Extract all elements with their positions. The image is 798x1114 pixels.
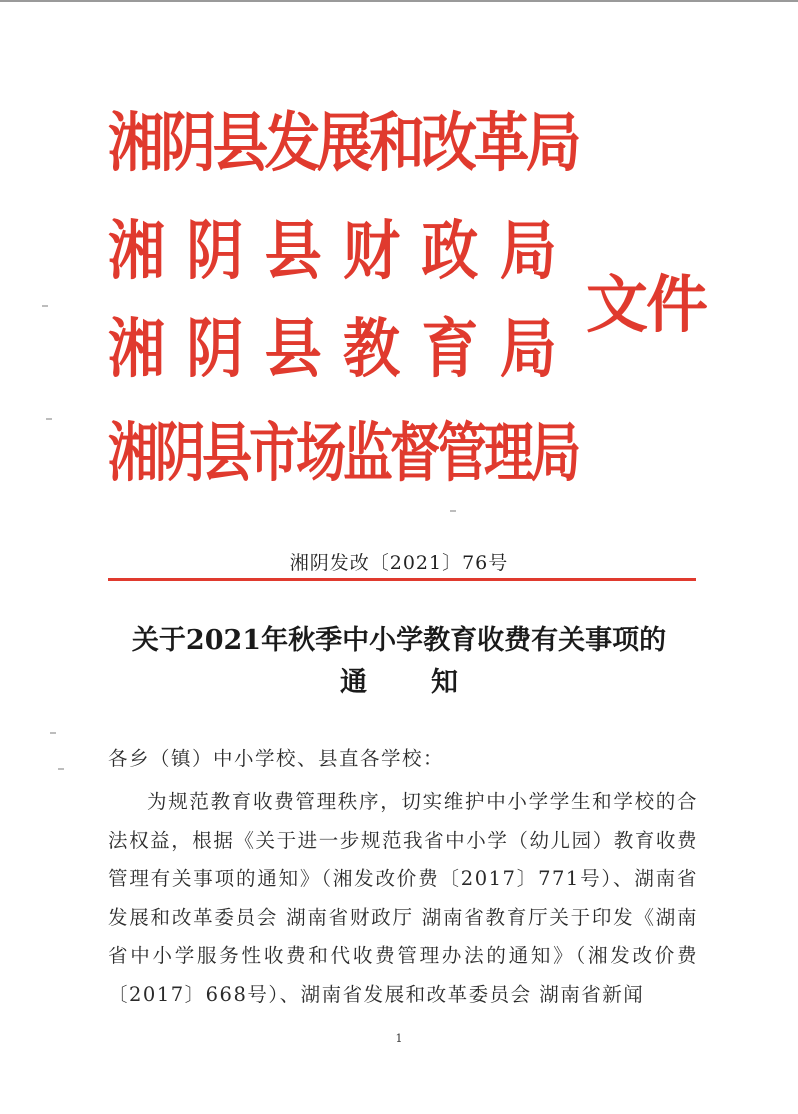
page-number: 1 [395, 1032, 403, 1045]
scan-speck [450, 510, 456, 512]
notice-title-line2: 通知 [340, 667, 522, 698]
document-number: 湘阴发改〔2021〕76号 [289, 552, 509, 574]
notice-title: 关于2021年秋季中小学教育收费有关事项的 [131, 625, 667, 656]
document-suffix: 文件 [586, 268, 707, 341]
salutation: 各乡（镇）中小学校、县直各学校： [108, 747, 445, 770]
scan-edge [0, 0, 798, 2]
body-paragraph: 为规范教育收费管理秩序，切实维护中小学学生和学校的合法权益，根据《关于进一步规范我省中小学（幼儿园）教育收费管理有关事项的通知》（湘发改价费〔2017〕771号）、湖南省发展和改革委员会 湖南省财政厅 湖南省教育厅关于印发《湖南省中小学服务性收费和代收费管理办法的通知》（湘发改价费〔2017〕668号）、湖南省发展和改革委员会 湖南省新闻 [108, 790, 698, 1006]
issuer-education: 湘阴县教育局 [108, 312, 579, 387]
issuer-development-reform: 湘阴县发展和改革局 [108, 106, 579, 181]
scan-speck [46, 418, 52, 420]
issuer-market-supervision: 湘阴县市场监督管理局 [108, 416, 578, 491]
red-divider [108, 578, 696, 581]
scan-speck [42, 305, 48, 307]
issuer-finance: 湘阴县财政局 [108, 214, 579, 289]
scan-speck [58, 768, 64, 770]
scan-speck [50, 732, 56, 734]
